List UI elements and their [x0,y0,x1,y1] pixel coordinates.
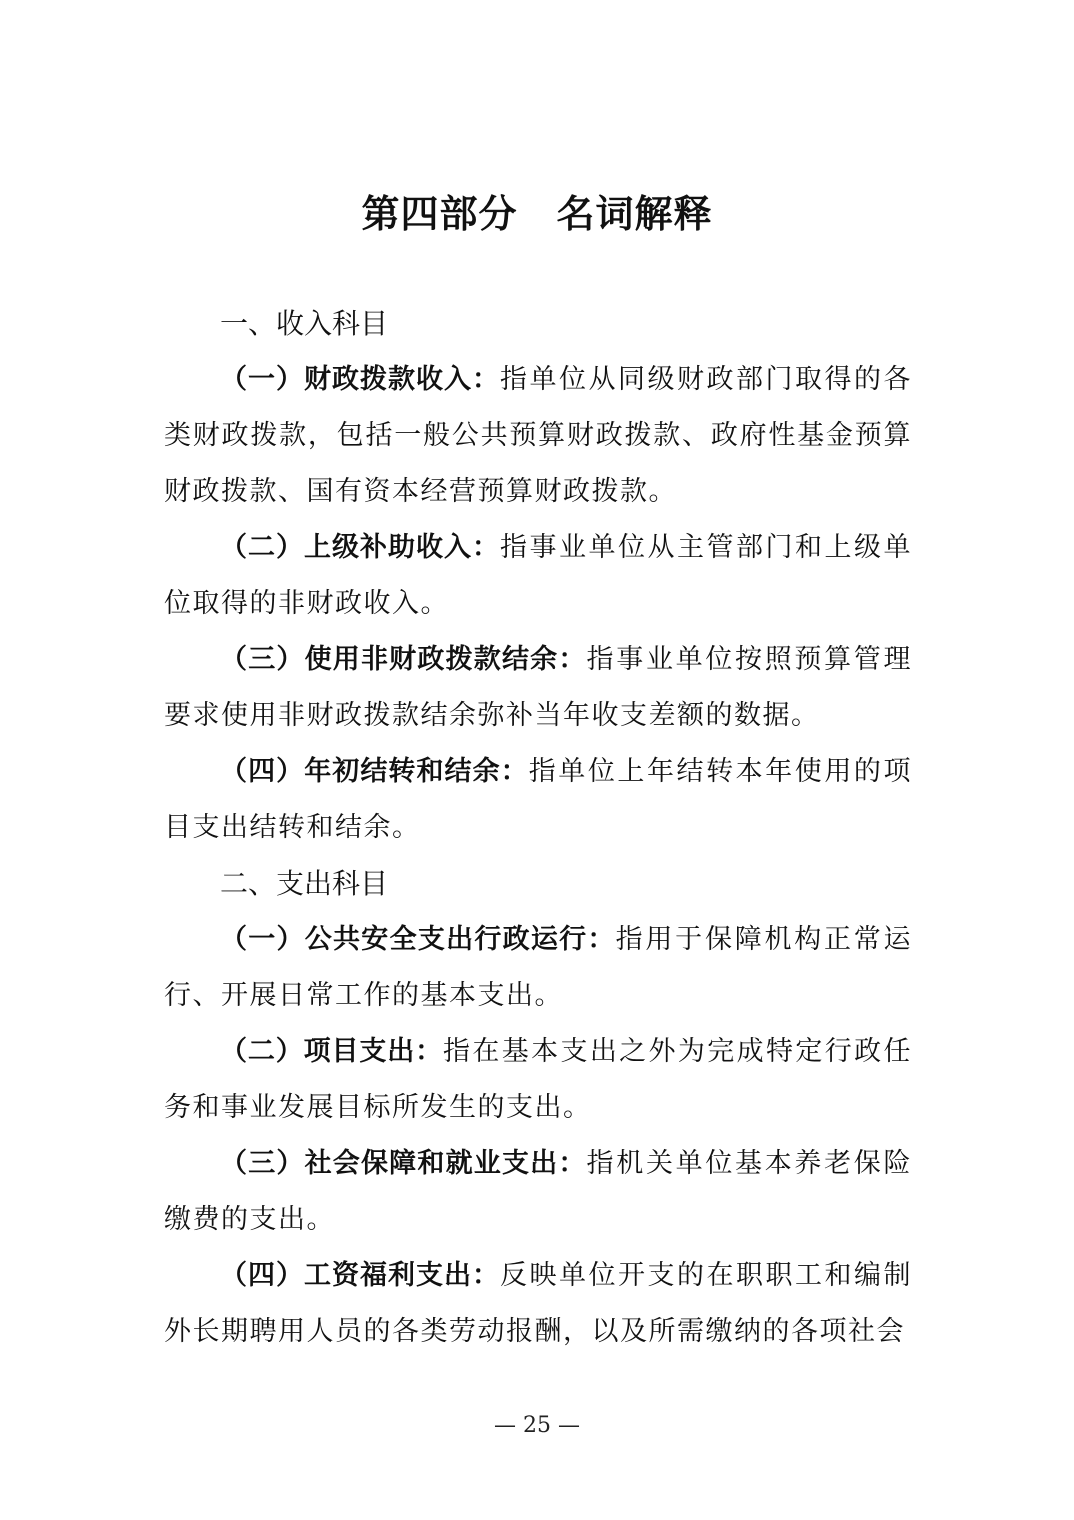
definition-text: 指在基本支出之外为完成特定行政任务和事业发展目标所发生的支出。 [164,1036,913,1123]
definition-paragraph [164,1136,912,1248]
definition-term: （二）上级补助收入： [220,532,500,563]
definition-paragraph [164,1248,912,1360]
definition-term: （二）项目支出： [220,1036,443,1067]
section-heading-expenditure: 二、支出科目 [220,867,389,900]
definition-paragraph [164,520,912,632]
section-heading-income: 一、收入科目 [220,307,389,340]
definition-text: 指单位从同级财政部门取得的各类财政拨款，包括一般公共预算财政拨款、政府性基金预算财政拨款、国有资本经营预算财政拨款。 [164,364,912,507]
page-number: — 25 — [494,1413,580,1438]
definition-text: 反映单位开支的在职职工和编制外长期聘用人员的各类劳动报酬，以及所需缴纳的各项社会 [164,1260,912,1347]
definition-text: 指机关单位基本养老保险缴费的支出。 [164,1148,913,1235]
definition-term: （四）工资福利支出： [220,1260,500,1291]
page-title: 第四部分 名词解释 [361,192,713,236]
definition-paragraph [164,632,912,744]
definition-paragraph [164,744,912,856]
definition-term: （一）公共安全支出行政运行： [220,924,616,955]
definition-paragraph [164,352,912,520]
definition-term: （一）财政拨款收入： [220,364,500,395]
definition-paragraph [164,912,912,1024]
definition-paragraph [164,1024,912,1136]
definition-text: 指事业单位按照预算管理要求使用非财政拨款结余弥补当年收支差额的数据。 [164,644,913,731]
definition-text: 指单位上年结转本年使用的项目支出结转和结余。 [164,756,913,843]
document-body [164,296,912,1360]
definition-term: （三）使用非财政拨款结余： [220,644,587,675]
definition-text: 指事业单位从主管部门和上级单位取得的非财政收入。 [164,532,912,619]
definition-term: （四）年初结转和结余： [220,756,529,787]
definition-term: （三）社会保障和就业支出： [220,1148,587,1179]
definition-text: 指用于保障机构正常运行、开展日常工作的基本支出。 [164,924,913,1011]
